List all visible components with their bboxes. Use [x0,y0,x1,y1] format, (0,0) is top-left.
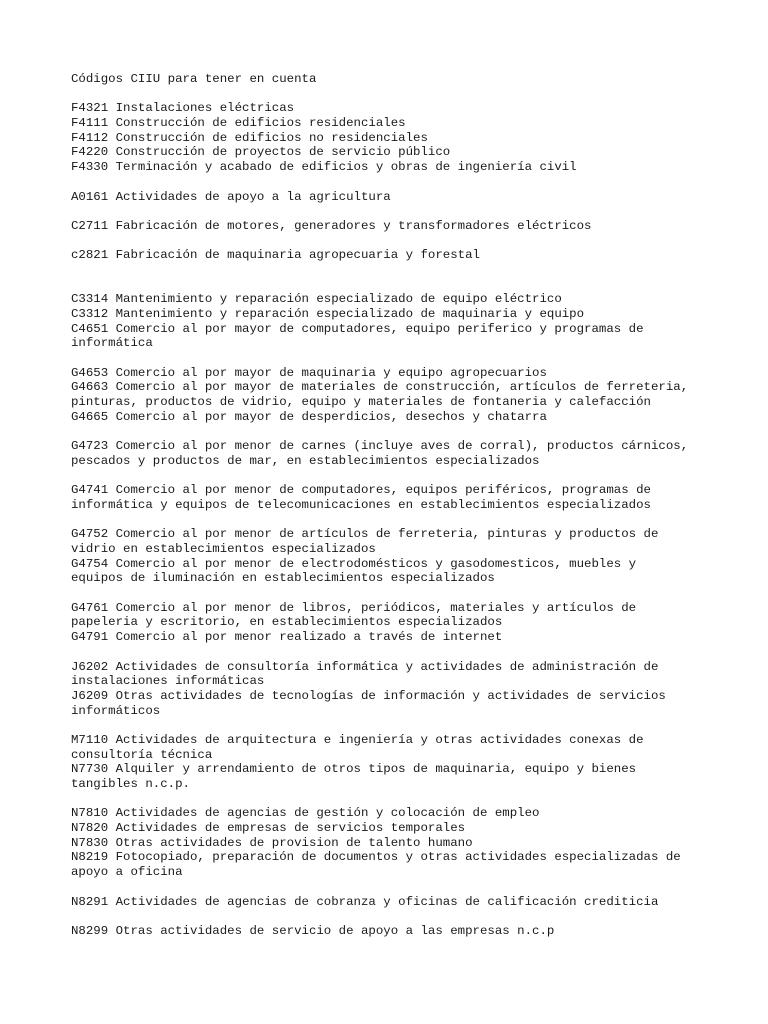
ciiu-code-line: informáticos [71,703,161,718]
ciiu-code-group [71,219,731,234]
ciiu-codes-document [71,72,731,953]
ciiu-code-line: G4665 Comercio al por mayor de desperdicios, desechos y chatarra [71,409,547,424]
ciiu-code-line: F4330 Terminación y acabado de edificios y obras de ingeniería civil [71,160,577,175]
ciiu-code-line: informática y equipos de telecomunicaciones en establecimientos especializados [71,497,651,512]
ciiu-code-group [71,924,731,939]
ciiu-code-line: N7830 Otras actividades de provision de talento humano [71,835,473,850]
ciiu-code-line: J6202 Actividades de consultoría informática y actividades de administración de [71,659,659,674]
ciiu-code-group [71,190,731,205]
ciiu-code-line: pinturas, productos de vidrio, equipo y materiales de fontaneria y calefacción [71,395,651,410]
ciiu-code-line: N8291 Actividades de agencias de cobranza y oficinas de calificación crediticia [71,894,659,909]
ciiu-code-line: apoyo a oficina [71,865,183,880]
ciiu-code-line: consultoría técnica [71,747,213,762]
ciiu-code-line: vidrio en establecimientos especializados [71,542,376,557]
ciiu-code-line: N8299 Otras actividades de servicio de apoyo a las empresas n.c.p [71,923,555,938]
ciiu-code-line: F4321 Instalaciones eléctricas [71,101,295,116]
ciiu-code-line: equipos de iluminación en establecimientos especializados [71,571,495,586]
ciiu-code-group [71,806,731,879]
ciiu-code-line: N7730 Alquiler y arrendamiento de otros tipos de maquinaria, equipo y bienes [71,762,637,777]
ciiu-code-line: G4752 Comercio al por menor de artículos de ferreteria, pinturas y productos de [71,527,659,542]
ciiu-code-line: G4741 Comercio al por menor de computadores, equipos periféricos, programas de [71,483,651,498]
ciiu-code-group [71,895,731,910]
ciiu-code-line: N7810 Actividades de agencias de gestión y colocación de empleo [71,806,540,821]
ciiu-code-group [71,366,731,425]
ciiu-code-group [71,483,731,512]
ciiu-code-line: pescados y productos de mar, en establecimientos especializados [71,453,540,468]
ciiu-code-group [71,439,731,468]
ciiu-code-line: C4651 Comercio al por mayor de computadores, equipo periferico y programas de [71,321,644,336]
ciiu-code-line: J6209 Otras actividades de tecnologías de información y actividades de servicios [71,688,666,703]
ciiu-code-line: G4754 Comercio al por menor de electrodomésticos y gasodomesticos, muebles y [71,556,637,571]
ciiu-code-group [71,601,731,645]
ciiu-code-line: G4723 Comercio al por menor de carnes (incluye aves de corral), productos cárnicos, [71,439,689,454]
ciiu-code-line: G4791 Comercio al por menor realizado a través de internet [71,630,503,645]
ciiu-code-line: instalaciones informáticas [71,674,265,689]
code-groups [71,101,731,938]
ciiu-code-line: N8219 Fotocopiado, preparación de documentos y otras actividades especializadas de [71,850,681,865]
ciiu-code-line: C3314 Mantenimiento y reparación especializado de equipo eléctrico [71,292,562,307]
ciiu-code-line: G4663 Comercio al por mayor de materiales de construcción, artículos de ferreteria, [71,380,689,395]
ciiu-code-line: papeleria y escritorio, en establecimientos especializados [71,615,503,630]
ciiu-code-line: F4112 Construcción de edificios no residenciales [71,130,428,145]
ciiu-code-group [71,101,731,174]
ciiu-code-line: tangibles n.c.p. [71,777,190,792]
ciiu-code-line: C3312 Mantenimiento y reparación especializado de maquinaria y equipo [71,307,585,322]
ciiu-code-group [71,733,731,792]
ciiu-code-group [71,660,731,719]
ciiu-code-group [71,527,731,586]
ciiu-code-line: G4653 Comercio al por mayor de maquinaria y equipo agropecuarios [71,365,547,380]
ciiu-code-line: G4761 Comercio al por menor de libros, periódicos, materiales y artículos de [71,600,637,615]
ciiu-code-line: F4111 Construcción de edificios residenciales [71,116,406,131]
ciiu-code-line: C2711 Fabricación de motores, generadores y transformadores eléctricos [71,218,592,233]
ciiu-code-line: A0161 Actividades de apoyo a la agricultura [71,189,391,204]
ciiu-code-line: c2821 Fabricación de maquinaria agropecuaria y forestal [71,248,480,263]
ciiu-code-group [71,248,731,263]
document-title: Códigos CIIU para tener en cuenta [71,72,317,86]
ciiu-code-line: F4220 Construcción de proyectos de servicio público [71,145,451,160]
ciiu-code-line: informática [71,336,153,351]
ciiu-code-group [71,292,731,351]
ciiu-code-line: M7110 Actividades de arquitectura e ingeniería y otras actividades conexas de [71,732,644,747]
ciiu-code-line: N7820 Actividades de empresas de servicios temporales [71,821,466,836]
